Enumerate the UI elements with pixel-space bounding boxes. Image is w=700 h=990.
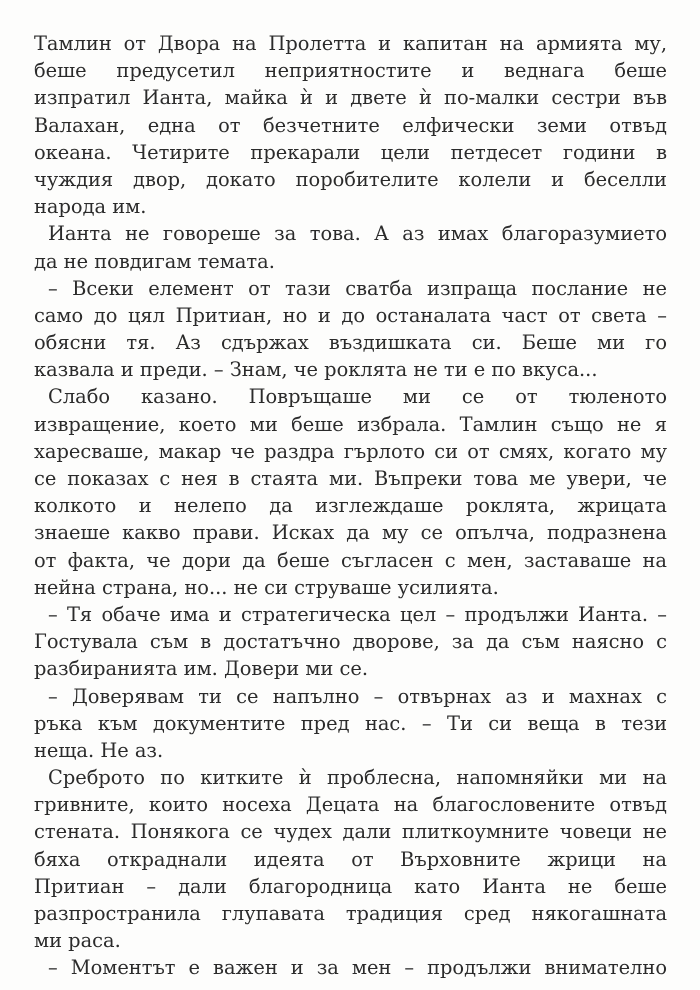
text-line: нейна страна, но... не си струваше усилията. — [34, 575, 499, 599]
text-line: обясни тя. Аз сдържах въздишката си. Беше ми го — [34, 331, 667, 355]
text-line: океана. Четирите прекарали цели петдесет години в — [34, 140, 667, 164]
text-line: казвала и преди. – Знам, че роклята не ти е по вкуса... — [34, 358, 598, 382]
text-line: беше предусетил неприятностите и веднага беше — [34, 59, 667, 83]
text-line: – Моментът е важен и за мен – продължи внимателно — [48, 956, 667, 980]
text-line: – Доверявам ти се напълно – отвърнах аз и махнах с — [48, 684, 667, 708]
text-line: Ианта не говореше за това. А аз имах благоразумието — [48, 222, 667, 246]
text-line: Притиан – дали благородница като Ианта не беше — [34, 874, 667, 898]
text-line: Тамлин от Двора на Пролетта и капитан на армията му, — [34, 32, 667, 55]
text-line: от факта, че дори да беше съгласен с мен, заставаше на — [34, 548, 667, 572]
text-line: Среброто по китките ѝ проблесна, напомняйки ми на — [48, 766, 667, 790]
text-line: разбиранията им. Довери ми се. — [34, 657, 368, 681]
text-line: стената. Понякога се чудех дали плиткоумните човеци не — [34, 820, 667, 844]
text-line: гривните, които носеха Децата на благословените отвъд — [34, 793, 667, 817]
text-line: Валахан, една от безчетните елфически земи отвъд — [34, 113, 667, 137]
text-line: – Всеки елемент от тази сватба изпраща послание не — [48, 276, 667, 300]
text-line: разпространила глупавата традиция сред някогашната — [34, 902, 667, 925]
text-line: ми раса. — [34, 929, 121, 953]
text-line: знаеше какво прави. Исках да му се опълча, подразнена — [34, 521, 667, 545]
text-line: извращение, което ми беше избрала. Тамлин също не я — [34, 412, 667, 436]
text-line: Слабо казано. Повръщаше ми се от тюленото — [48, 385, 667, 409]
text-line: само до цял Притиан, но и до останалата част от света – — [34, 303, 667, 327]
text-line: харесваше, макар че раздра гърлото си от смях, когато му — [34, 439, 667, 463]
text-line: – Тя обаче има и стратегическа цел – продължи Ианта. – — [48, 602, 667, 626]
text-line: да не повдигам темата. — [34, 249, 275, 273]
text-line: народа им. — [34, 195, 147, 219]
text-line: чуждия двор, докато поробителите колели и беселли — [34, 167, 667, 191]
text-line: колкото и нелепо да изглеждаше роклята, жрицата — [34, 494, 667, 518]
text-line: се показах с нея в стаята ми. Въпреки това ме увери, че — [34, 467, 667, 490]
body-text — [34, 30, 667, 982]
text-line: Гостувала съм в достатъчно дворове, за да съм наясно с — [34, 630, 667, 654]
text-line: ръка към документите пред нас. – Ти си веща в тези — [34, 711, 667, 735]
text-line: изпратил Ианта, майка ѝ и двете ѝ по-малки сестри във — [34, 86, 667, 110]
text-line: бяха откраднали идеята от Върховните жрици на — [34, 847, 667, 871]
text-line: неща. Не аз. — [34, 738, 164, 762]
